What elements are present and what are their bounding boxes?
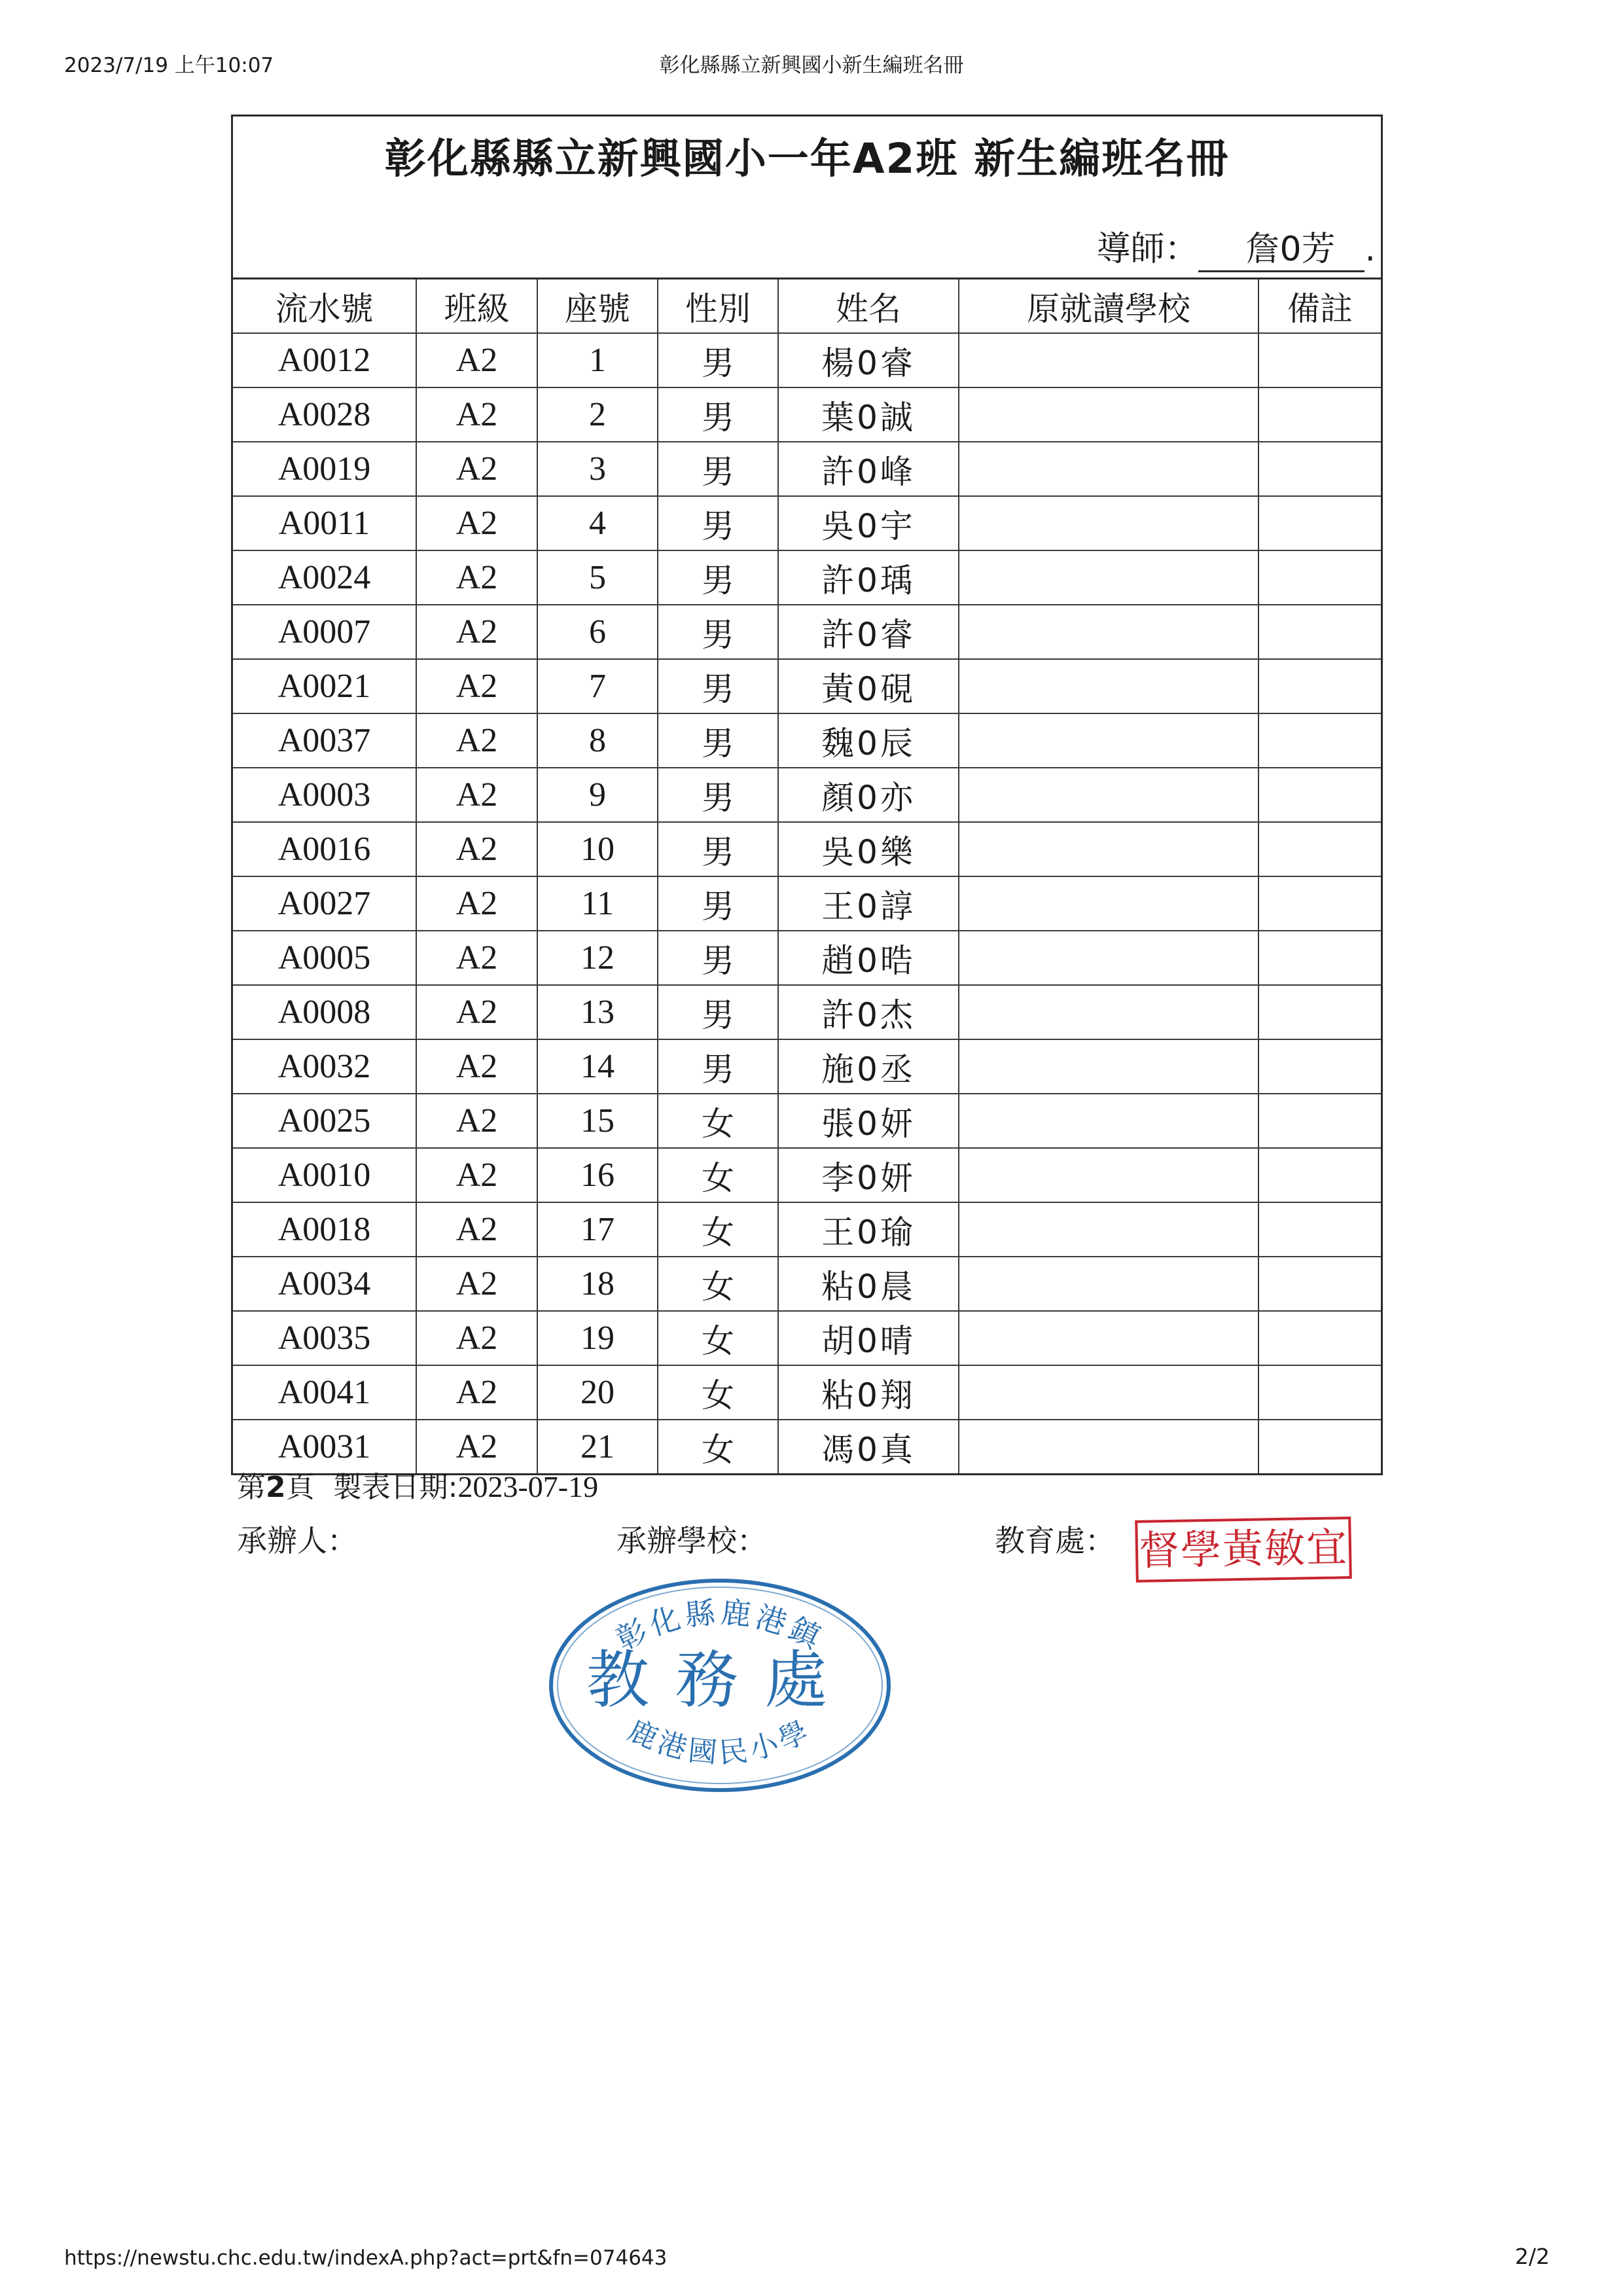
note-cell bbox=[1258, 1257, 1381, 1311]
seat-cell: 15 bbox=[537, 1094, 658, 1148]
serial-cell: A0019 bbox=[233, 442, 416, 496]
table-row bbox=[233, 713, 1381, 768]
table-row bbox=[233, 768, 1381, 822]
class-cell: A2 bbox=[416, 985, 537, 1039]
gender-cell: 男 bbox=[658, 876, 778, 931]
table-row bbox=[233, 387, 1381, 442]
serial-cell: A0007 bbox=[233, 605, 416, 659]
name-cell: 王0瑜 bbox=[778, 1202, 959, 1257]
gender-cell: 女 bbox=[658, 1257, 778, 1311]
serial-cell: A0003 bbox=[233, 768, 416, 822]
note-cell bbox=[1258, 1148, 1381, 1202]
serial-cell: A0032 bbox=[233, 1039, 416, 1094]
gender-cell: 女 bbox=[658, 1365, 778, 1420]
class-cell: A2 bbox=[416, 931, 537, 985]
class-cell: A2 bbox=[416, 1420, 537, 1473]
print-page-title: 彰化縣縣立新興國小新生編班名冊 bbox=[659, 54, 964, 77]
school-blue-seal bbox=[543, 1571, 897, 1800]
serial-cell: A0041 bbox=[233, 1365, 416, 1420]
note-cell bbox=[1258, 1365, 1381, 1420]
prev-school-cell bbox=[959, 713, 1258, 768]
serial-cell: A0018 bbox=[233, 1202, 416, 1257]
class-cell: A2 bbox=[416, 496, 537, 550]
prev-school-cell bbox=[959, 442, 1258, 496]
class-cell: A2 bbox=[416, 333, 537, 387]
table-header-row bbox=[233, 279, 1381, 333]
name-cell: 葉0誠 bbox=[778, 387, 959, 442]
serial-cell: A0021 bbox=[233, 659, 416, 713]
serial-cell: A0035 bbox=[233, 1311, 416, 1365]
school-label: 承辦學校： bbox=[616, 1523, 767, 1558]
class-cell: A2 bbox=[416, 1365, 537, 1420]
serial-cell: A0008 bbox=[233, 985, 416, 1039]
gender-cell: 男 bbox=[658, 496, 778, 550]
teacher-name: 詹0芳 bbox=[1198, 221, 1364, 272]
svg-text:鹿港國民小學 bbox=[623, 1713, 817, 1770]
seat-cell: 4 bbox=[537, 496, 658, 550]
table-row bbox=[233, 1094, 1381, 1148]
seat-cell: 19 bbox=[537, 1311, 658, 1365]
prev-school-cell bbox=[959, 387, 1258, 442]
name-cell: 顏0亦 bbox=[778, 768, 959, 822]
prev-school-cell bbox=[959, 822, 1258, 876]
seat-cell: 1 bbox=[537, 333, 658, 387]
name-cell: 粘0翔 bbox=[778, 1365, 959, 1420]
serial-cell: A0034 bbox=[233, 1257, 416, 1311]
roster-sheet bbox=[231, 115, 1383, 1475]
note-cell bbox=[1258, 822, 1381, 876]
name-cell: 許0峰 bbox=[778, 442, 959, 496]
page-suffix: 頁 bbox=[285, 1471, 315, 1504]
seal-bottom-text: 鹿港國民小學 bbox=[622, 1713, 817, 1770]
print-datetime: 2023/7/19 上午10:07 bbox=[64, 54, 274, 77]
prev-school-cell bbox=[959, 1202, 1258, 1257]
teacher-line bbox=[1096, 221, 1376, 272]
name-cell: 黃0硯 bbox=[778, 659, 959, 713]
column-header: 座號 bbox=[537, 279, 658, 333]
table-row bbox=[233, 1148, 1381, 1202]
serial-cell: A0005 bbox=[233, 931, 416, 985]
gender-cell: 女 bbox=[658, 1094, 778, 1148]
seat-cell: 2 bbox=[537, 387, 658, 442]
table-row bbox=[233, 1257, 1381, 1311]
class-cell: A2 bbox=[416, 713, 537, 768]
class-cell: A2 bbox=[416, 1202, 537, 1257]
note-cell bbox=[1258, 1039, 1381, 1094]
prev-school-cell bbox=[959, 1257, 1258, 1311]
note-cell bbox=[1258, 876, 1381, 931]
seat-cell: 21 bbox=[537, 1420, 658, 1473]
serial-cell: A0012 bbox=[233, 333, 416, 387]
seat-cell: 3 bbox=[537, 442, 658, 496]
name-cell: 李0妍 bbox=[778, 1148, 959, 1202]
note-cell bbox=[1258, 605, 1381, 659]
seal-top-text: 彰化縣鹿港鎮 bbox=[610, 1594, 830, 1657]
class-cell: A2 bbox=[416, 1257, 537, 1311]
name-cell: 許0瑀 bbox=[778, 550, 959, 605]
class-cell: A2 bbox=[416, 1094, 537, 1148]
serial-cell: A0031 bbox=[233, 1420, 416, 1473]
gender-cell: 男 bbox=[658, 985, 778, 1039]
class-cell: A2 bbox=[416, 876, 537, 931]
table-row bbox=[233, 659, 1381, 713]
seat-cell: 11 bbox=[537, 876, 658, 931]
prev-school-cell bbox=[959, 1148, 1258, 1202]
office-label: 教育處： bbox=[995, 1523, 1115, 1558]
name-cell: 吳0宇 bbox=[778, 496, 959, 550]
prev-school-cell bbox=[959, 1039, 1258, 1094]
prev-school-cell bbox=[959, 1365, 1258, 1420]
gender-cell: 男 bbox=[658, 768, 778, 822]
name-cell: 許0杰 bbox=[778, 985, 959, 1039]
note-cell bbox=[1258, 768, 1381, 822]
serial-cell: A0028 bbox=[233, 387, 416, 442]
gender-cell: 男 bbox=[658, 605, 778, 659]
note-cell bbox=[1258, 1311, 1381, 1365]
print-page-count: 2/2 bbox=[1514, 2244, 1550, 2269]
class-cell: A2 bbox=[416, 1039, 537, 1094]
prev-school-cell bbox=[959, 876, 1258, 931]
table-row bbox=[233, 1311, 1381, 1365]
title-box bbox=[233, 117, 1381, 279]
seat-cell: 12 bbox=[537, 931, 658, 985]
table-row bbox=[233, 442, 1381, 496]
table-row bbox=[233, 550, 1381, 605]
roster-table bbox=[233, 279, 1381, 1473]
gender-cell: 男 bbox=[658, 387, 778, 442]
class-cell: A2 bbox=[416, 822, 537, 876]
gender-cell: 男 bbox=[658, 333, 778, 387]
note-cell bbox=[1258, 713, 1381, 768]
note-cell bbox=[1258, 931, 1381, 985]
prev-school-cell bbox=[959, 659, 1258, 713]
seat-cell: 10 bbox=[537, 822, 658, 876]
teacher-label: 導師： bbox=[1096, 230, 1199, 269]
gender-cell: 男 bbox=[658, 822, 778, 876]
gender-cell: 女 bbox=[658, 1311, 778, 1365]
column-header: 性別 bbox=[658, 279, 778, 333]
name-cell: 吳0樂 bbox=[778, 822, 959, 876]
prev-school-cell bbox=[959, 985, 1258, 1039]
seat-cell: 13 bbox=[537, 985, 658, 1039]
seat-cell: 5 bbox=[537, 550, 658, 605]
name-cell: 胡0晴 bbox=[778, 1311, 959, 1365]
table-body bbox=[233, 333, 1381, 1473]
note-cell bbox=[1258, 387, 1381, 442]
print-url: https://newstu.chc.edu.tw/indexA.php?act=prt&fn=074643 bbox=[64, 2246, 668, 2270]
table-row bbox=[233, 1039, 1381, 1094]
handler-label: 承辦人： bbox=[237, 1523, 357, 1558]
name-cell: 施0丞 bbox=[778, 1039, 959, 1094]
note-cell bbox=[1258, 550, 1381, 605]
seat-cell: 8 bbox=[537, 713, 658, 768]
table-row bbox=[233, 1365, 1381, 1420]
table-row bbox=[233, 985, 1381, 1039]
gender-cell: 男 bbox=[658, 659, 778, 713]
seat-cell: 16 bbox=[537, 1148, 658, 1202]
serial-cell: A0024 bbox=[233, 550, 416, 605]
note-cell bbox=[1258, 1420, 1381, 1473]
serial-cell: A0010 bbox=[233, 1148, 416, 1202]
prev-school-cell bbox=[959, 550, 1258, 605]
gender-cell: 男 bbox=[658, 550, 778, 605]
seal-middle-text: 教務處 bbox=[586, 1643, 853, 1717]
serial-cell: A0016 bbox=[233, 822, 416, 876]
teacher-trailing-dot: . bbox=[1364, 230, 1376, 269]
table-row bbox=[233, 496, 1381, 550]
note-cell bbox=[1258, 333, 1381, 387]
prev-school-cell bbox=[959, 768, 1258, 822]
prev-school-cell bbox=[959, 605, 1258, 659]
note-cell bbox=[1258, 659, 1381, 713]
class-cell: A2 bbox=[416, 659, 537, 713]
serial-cell: A0027 bbox=[233, 876, 416, 931]
column-header: 姓名 bbox=[778, 279, 959, 333]
column-header: 流水號 bbox=[233, 279, 416, 333]
gender-cell: 男 bbox=[658, 713, 778, 768]
table-row bbox=[233, 822, 1381, 876]
serial-cell: A0011 bbox=[233, 496, 416, 550]
sheet-footer bbox=[237, 1463, 598, 1505]
gender-cell: 男 bbox=[658, 1039, 778, 1094]
class-cell: A2 bbox=[416, 1311, 537, 1365]
gender-cell: 男 bbox=[658, 442, 778, 496]
name-cell: 許0睿 bbox=[778, 605, 959, 659]
serial-cell: A0037 bbox=[233, 713, 416, 768]
prev-school-cell bbox=[959, 1094, 1258, 1148]
prev-school-cell bbox=[959, 496, 1258, 550]
gender-cell: 女 bbox=[658, 1420, 778, 1473]
serial-cell: A0025 bbox=[233, 1094, 416, 1148]
table-row bbox=[233, 1202, 1381, 1257]
name-cell: 王0諄 bbox=[778, 876, 959, 931]
column-header: 班級 bbox=[416, 279, 537, 333]
prev-school-cell bbox=[959, 1311, 1258, 1365]
seat-cell: 18 bbox=[537, 1257, 658, 1311]
note-cell bbox=[1258, 496, 1381, 550]
table-row bbox=[233, 605, 1381, 659]
inspector-red-stamp: 督學黃敏宜 bbox=[1135, 1516, 1352, 1583]
seat-cell: 20 bbox=[537, 1365, 658, 1420]
prev-school-cell bbox=[959, 333, 1258, 387]
class-cell: A2 bbox=[416, 1148, 537, 1202]
date-value: 2023-07-19 bbox=[457, 1470, 599, 1503]
name-cell: 魏0辰 bbox=[778, 713, 959, 768]
column-header: 備註 bbox=[1258, 279, 1381, 333]
name-cell: 張0妍 bbox=[778, 1094, 959, 1148]
name-cell: 楊0睿 bbox=[778, 333, 959, 387]
seat-cell: 17 bbox=[537, 1202, 658, 1257]
note-cell bbox=[1258, 1094, 1381, 1148]
gender-cell: 女 bbox=[658, 1202, 778, 1257]
class-cell: A2 bbox=[416, 768, 537, 822]
name-cell: 馮0真 bbox=[778, 1420, 959, 1473]
date-label: 製表日期: bbox=[332, 1471, 458, 1504]
page-number: 2 bbox=[266, 1471, 286, 1504]
document-title: 彰化縣縣立新興國小一年A2班 新生編班名冊 bbox=[384, 135, 1230, 183]
seat-cell: 6 bbox=[537, 605, 658, 659]
gender-cell: 女 bbox=[658, 1148, 778, 1202]
name-cell: 趙0晧 bbox=[778, 931, 959, 985]
note-cell bbox=[1258, 1202, 1381, 1257]
prev-school-cell bbox=[959, 1420, 1258, 1473]
class-cell: A2 bbox=[416, 550, 537, 605]
class-cell: A2 bbox=[416, 605, 537, 659]
seat-cell: 7 bbox=[537, 659, 658, 713]
class-cell: A2 bbox=[416, 442, 537, 496]
seat-cell: 9 bbox=[537, 768, 658, 822]
prev-school-cell bbox=[959, 931, 1258, 985]
column-header: 原就讀學校 bbox=[959, 279, 1258, 333]
note-cell bbox=[1258, 985, 1381, 1039]
seat-cell: 14 bbox=[537, 1039, 658, 1094]
name-cell: 粘0晨 bbox=[778, 1257, 959, 1311]
table-row bbox=[233, 876, 1381, 931]
table-row bbox=[233, 333, 1381, 387]
note-cell bbox=[1258, 442, 1381, 496]
page-prefix: 第 bbox=[237, 1471, 266, 1504]
table-row bbox=[233, 931, 1381, 985]
gender-cell: 男 bbox=[658, 931, 778, 985]
class-cell: A2 bbox=[416, 387, 537, 442]
